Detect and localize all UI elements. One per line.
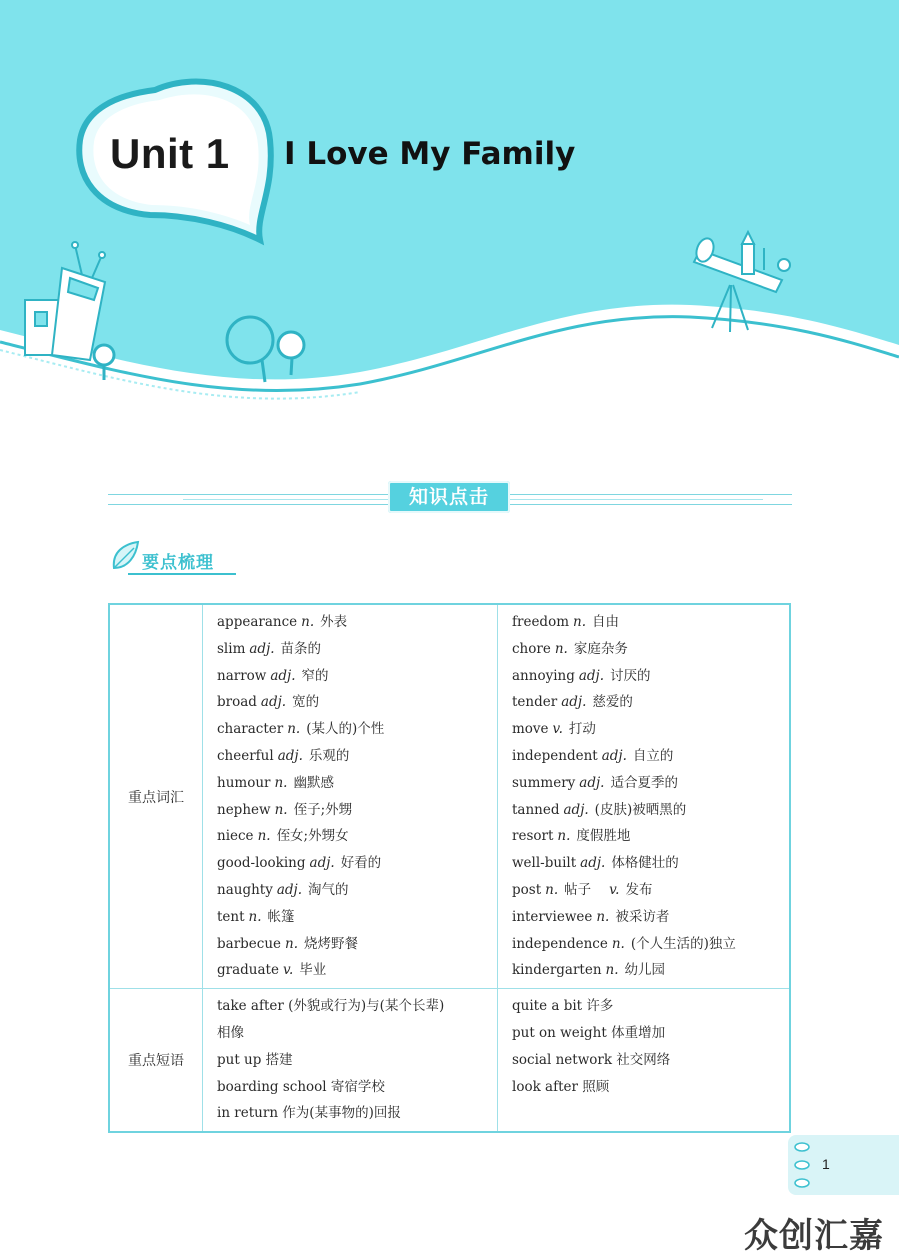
list-item [512, 797, 779, 824]
meaning: 家庭杂务 [573, 640, 628, 657]
part-of-speech: n. [274, 801, 288, 818]
phrases-left-column [203, 989, 498, 1132]
meaning: (某人的)个性 [306, 721, 385, 738]
part-of-speech: adj. [270, 667, 296, 684]
part-of-speech: n. [287, 721, 301, 738]
word: move [512, 721, 549, 738]
word: niece [217, 828, 254, 845]
category-phrases: 重点短语 [109, 989, 203, 1132]
part-of-speech: v. [282, 962, 294, 979]
list-item [512, 904, 779, 931]
word: humour [217, 774, 271, 791]
word: chore [512, 640, 551, 657]
list-item [512, 957, 779, 984]
list-item [217, 716, 487, 743]
part-of-speech: n. [596, 908, 610, 925]
part-of-speech: n. [248, 908, 262, 925]
word: independence [512, 935, 608, 952]
watermark: 众创汇嘉 [744, 1216, 884, 1256]
list-item [217, 663, 487, 690]
part-of-speech: adj. [563, 801, 589, 818]
meaning: (皮肤)被晒黑的 [594, 801, 687, 818]
list-item [512, 609, 779, 636]
list-item [512, 770, 779, 797]
vocab-right-column [498, 604, 791, 989]
part-of-speech: n. [605, 962, 619, 979]
list-item: social network 社交网络 [512, 1051, 671, 1068]
word: naughty [217, 881, 273, 898]
list-item: 相像 [217, 1024, 244, 1041]
word: tender [512, 694, 558, 711]
part-of-speech: adj. [561, 694, 587, 711]
meaning: 宽的 [292, 694, 320, 711]
meaning: 好看的 [340, 855, 382, 872]
list-item [512, 823, 779, 850]
word: broad [217, 694, 257, 711]
part-of-speech: adj. [580, 855, 606, 872]
list-item [512, 663, 779, 690]
word: kindergarten [512, 962, 602, 979]
part-of-speech: n. [301, 614, 315, 630]
part-of-speech: n. [257, 828, 271, 845]
meaning: (个人生活的)独立 [630, 935, 736, 952]
word: good-looking [217, 855, 306, 872]
word: annoying [512, 667, 575, 684]
leaf-icon [108, 538, 144, 578]
phrases-right-column [498, 989, 791, 1132]
part-of-speech: n. [545, 881, 559, 898]
category-vocab: 重点词汇 [109, 604, 203, 989]
word: tanned [512, 801, 560, 818]
part-of-speech: adj. [579, 774, 605, 791]
word: tent [217, 908, 245, 925]
list-item [512, 877, 779, 904]
page-number: 1 [822, 1156, 830, 1172]
buildings-icon [25, 242, 105, 360]
list-item [217, 609, 487, 636]
list-item [217, 931, 487, 958]
subsection-title: 要点梳理 [142, 553, 214, 573]
part-of-speech: n. [557, 828, 571, 845]
word: cheerful [217, 747, 274, 764]
list-item: put up 搭建 [217, 1051, 293, 1068]
list-item: take after (外貌或行为)与(某个长辈) [217, 998, 445, 1015]
part-of-speech: adj. [249, 640, 275, 657]
meaning: 帐篷 [267, 908, 295, 925]
list-item [217, 823, 487, 850]
word: independent [512, 747, 598, 764]
list-item: boarding school 寄宿学校 [217, 1078, 385, 1095]
word: resort [512, 828, 554, 845]
vocab-table [108, 603, 791, 1133]
meaning: 适合夏季的 [610, 774, 678, 791]
meaning: 毕业 [299, 962, 327, 979]
word: freedom [512, 614, 569, 630]
list-item [217, 689, 487, 716]
part-of-speech: n. [274, 774, 288, 791]
vocab-left-column [203, 604, 498, 989]
word: nephew [217, 801, 271, 818]
word: barbecue [217, 935, 282, 952]
part-of-speech: adj. [260, 694, 287, 711]
table-row [109, 989, 790, 1132]
part-of-speech: n. [554, 640, 568, 657]
meaning: 度假胜地 [576, 828, 631, 845]
word: slim [217, 640, 246, 657]
meaning: 侄子;外甥 [293, 801, 353, 818]
part-of-speech: n. [611, 935, 625, 952]
list-item [512, 850, 779, 877]
list-item [217, 904, 487, 931]
list-item [512, 743, 779, 770]
part-of-speech: adj. [276, 881, 302, 898]
meaning: 体格健壮的 [611, 855, 679, 872]
list-item [217, 957, 487, 984]
unit-title: I Love My Family [284, 136, 576, 172]
word: character [217, 721, 284, 738]
part-of-speech: v. [609, 881, 620, 898]
list-item [512, 716, 779, 743]
part-of-speech: adj. [578, 667, 605, 684]
list-item: quite a bit 许多 [512, 998, 614, 1015]
list-item: put on weight 体重增加 [512, 1024, 666, 1041]
word: graduate [217, 962, 279, 979]
part-of-speech: adj. [277, 747, 303, 764]
meaning: 窄的 [301, 667, 329, 684]
meaning: 帖子 [564, 881, 592, 898]
word: well-built [512, 855, 577, 872]
part-of-speech: n. [285, 935, 299, 952]
word: summery [512, 774, 576, 791]
list-item [217, 797, 487, 824]
meaning: 乐观的 [308, 747, 350, 764]
chapter-header [0, 0, 899, 400]
meaning: 发布 [625, 881, 653, 898]
meaning: 自由 [592, 614, 619, 630]
list-item [217, 770, 487, 797]
list-item [217, 877, 487, 904]
part-of-speech: n. [573, 614, 586, 630]
meaning: 幽默感 [293, 774, 334, 791]
meaning: 打动 [568, 721, 596, 738]
word: appearance [217, 614, 298, 630]
list-item [512, 636, 779, 663]
word: post [512, 881, 542, 898]
meaning: 幼儿园 [624, 962, 666, 979]
part-of-speech: v. [552, 721, 563, 738]
header-illustration [0, 0, 899, 400]
section-title: 知识点击 [388, 481, 510, 513]
meaning: 外表 [320, 614, 348, 630]
meaning: 侄女;外甥女 [276, 828, 349, 845]
meaning: 自立的 [632, 747, 674, 764]
meaning: 被采访者 [615, 908, 670, 925]
list-item [512, 931, 779, 958]
meaning: 慈爱的 [592, 694, 633, 711]
part-of-speech: adj. [601, 747, 627, 764]
list-item: in return 作为(某事物的)回报 [217, 1105, 401, 1122]
meaning: 苗条的 [280, 640, 322, 657]
table-row [109, 604, 790, 989]
word: interviewee [512, 908, 593, 925]
subsection-heading [108, 538, 232, 578]
meaning: 讨厌的 [610, 667, 651, 684]
unit-label: Unit 1 [110, 130, 230, 177]
part-of-speech: adj. [309, 855, 335, 872]
meaning: 烧烤野餐 [304, 935, 359, 952]
list-item: look after 照顾 [512, 1078, 610, 1095]
word: narrow [217, 667, 267, 684]
meaning: 淘气的 [308, 881, 349, 898]
list-item [217, 743, 487, 770]
list-item [512, 689, 779, 716]
dots-icon [792, 1141, 812, 1191]
list-item [217, 636, 487, 663]
list-item [217, 850, 487, 877]
